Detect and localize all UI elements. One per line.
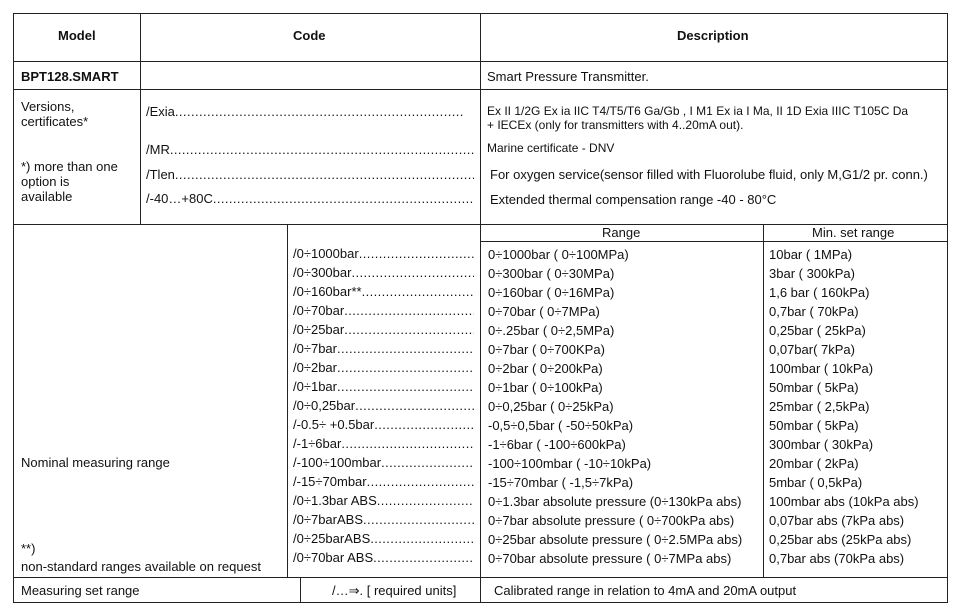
nominal-code: /0÷300bar ..... — [293, 265, 474, 281]
nominal-code: /0÷1.3bar ABS ..... — [293, 493, 474, 509]
nominal-min: 5mbar ( 0,5kPa) — [769, 475, 863, 490]
header-description: Description — [677, 28, 749, 43]
versions-label-line2: certificates* — [21, 114, 89, 129]
model-name: BPT128.SMART — [21, 69, 119, 84]
version-code-thermal: /-40…+80C ..... — [146, 191, 474, 207]
nominal-min: 20mbar ( 2kPa) — [769, 456, 859, 471]
nominal-range: 0÷1000bar ( 0÷100MPa) — [488, 247, 629, 262]
nominal-range: -15÷70mbar ( -1,5÷7kPa) — [488, 475, 634, 490]
nominal-code: /0÷25bar ..... — [293, 322, 474, 338]
range-min-divider — [763, 224, 764, 578]
nominal-min: 300mbar ( 30kPa) — [769, 437, 874, 452]
nominal-min: 50mbar ( 5kPa) — [769, 380, 859, 395]
nominal-range: 0÷1bar ( 0÷100kPa) — [488, 380, 603, 395]
measuring-set-label: Measuring set range — [21, 583, 140, 598]
header-code: Code — [293, 28, 326, 43]
version-code-exia: /Exia ..... — [146, 104, 464, 120]
nominal-range: 0÷160bar ( 0÷16MPa) — [488, 285, 615, 300]
table-right-border — [947, 13, 948, 603]
nominal-code: /0÷2bar ..... — [293, 360, 474, 376]
nominal-min: 0,7bar ( 70kPa) — [769, 304, 859, 319]
versions-label-line1: Versions, — [21, 99, 75, 114]
version-desc-tlen: For oxygen service(sensor filled with Fluorolube fluid, only M,G1/2 pr. conn.) — [490, 167, 928, 182]
nominal-min: 25mbar ( 2,5kPa) — [769, 399, 870, 414]
nominal-note-line2: non-standard ranges available on request — [21, 559, 261, 574]
version-desc-thermal: Extended thermal compensation range -40 - 80°C — [490, 192, 777, 207]
version-desc-mr: Marine certificate - DNV — [487, 141, 615, 155]
versions-note-line3: available — [21, 189, 73, 204]
nominal-range: -100÷100mbar ( -10÷10kPa) — [488, 456, 652, 471]
version-desc-exia-line1: Ex II 1/2G Ex ia IIC T4/T5/T6 Ga/Gb , I M1 Ex ia I Ma, II 1D Exia IIIC T105C Da — [487, 104, 909, 118]
nominal-code-divider — [287, 224, 288, 578]
versions-note-line1: *) more than one — [21, 159, 118, 174]
nominal-min: 0,7bar abs (70kPa abs) — [769, 551, 905, 566]
nominal-range: -0,5÷0,5bar ( -50÷50kPa) — [488, 418, 634, 433]
version-code-mr: /MR ..... — [146, 142, 474, 158]
nominal-code: /0÷25barABS ..... — [293, 531, 474, 547]
nominal-code: /0÷70bar ABS ..... — [293, 550, 474, 566]
nominal-code: /-1÷6bar ..... — [293, 436, 474, 452]
nominal-code: /-0.5÷ +0.5bar ..... — [293, 417, 474, 433]
nominal-min: 100mbar abs (10kPa abs) — [769, 494, 919, 509]
nominal-range: 0÷70bar ( 0÷7MPa) — [488, 304, 600, 319]
nominal-min: 0,07bar( 7kPa) — [769, 342, 855, 357]
nominal-code: /0÷7bar ..... — [293, 341, 474, 357]
nominal-range: 0÷25bar absolute pressure ( 0÷2.5MPa abs) — [488, 532, 743, 547]
nominal-range: 0÷7bar absolute pressure ( 0÷700kPa abs) — [488, 513, 735, 528]
range-header-bottom-border — [480, 241, 948, 242]
nominal-code: /0÷1bar ..... — [293, 379, 474, 395]
nominal-range: 0÷0,25bar ( 0÷25kPa) — [488, 399, 614, 414]
nominal-range: 0÷.25bar ( 0÷2,5MPa) — [488, 323, 615, 338]
nominal-range: 0÷2bar ( 0÷200kPa) — [488, 361, 603, 376]
version-code-tlen: /Tlen ..... — [146, 167, 474, 183]
measuring-set-code: /…⇒. [ required units] — [332, 583, 457, 598]
table-left-border — [13, 13, 14, 603]
model-description: Smart Pressure Transmitter. — [487, 69, 649, 84]
nominal-min: 0,25bar ( 25kPa) — [769, 323, 866, 338]
version-desc-exia-line2: + IECEx (only for transmitters with 4..20mA out). — [487, 118, 744, 132]
nominal-range: -1÷6bar ( -100÷600kPa) — [488, 437, 626, 452]
measuring-set-divider — [300, 577, 301, 603]
nominal-code: /-100÷100mbar ..... — [293, 455, 474, 471]
code-desc-divider — [480, 13, 481, 603]
nominal-code: /-15÷70mbar ..... — [293, 474, 474, 490]
nominal-code: /0÷160bar** ..... — [293, 284, 474, 300]
header-model: Model — [58, 28, 96, 43]
nominal-min: 100mbar ( 10kPa) — [769, 361, 874, 376]
range-header: Range — [602, 225, 641, 240]
nominal-min: 3bar ( 300kPa) — [769, 266, 855, 281]
measuring-set-description: Calibrated range in relation to 4mA and 20mA output — [494, 583, 797, 598]
nominal-code: /0÷70bar ..... — [293, 303, 474, 319]
nominal-min: 50mbar ( 5kPa) — [769, 418, 859, 433]
nominal-range: 0÷7bar ( 0÷700KPa) — [488, 342, 605, 357]
nominal-min: 10bar ( 1MPa) — [769, 247, 853, 262]
nominal-min: 0,25bar abs (25kPa abs) — [769, 532, 912, 547]
nominal-code: /0÷0,25bar ..... — [293, 398, 474, 414]
min-set-range-header: Min. set range — [812, 225, 895, 240]
nominal-code: /0÷7barABS ..... — [293, 512, 474, 528]
nominal-range: 0÷300bar ( 0÷30MPa) — [488, 266, 615, 281]
nominal-range: 0÷1.3bar absolute pressure (0÷130kPa abs) — [488, 494, 742, 509]
nominal-note-line1: **) — [21, 541, 36, 556]
nominal-code: /0÷1000bar ..... — [293, 246, 474, 262]
nominal-label: Nominal measuring range — [21, 455, 170, 470]
versions-note-line2: option is — [21, 174, 70, 189]
nominal-min: 1,6 bar ( 160kPa) — [769, 285, 870, 300]
nominal-range: 0÷70bar absolute pressure ( 0÷7MPa abs) — [488, 551, 732, 566]
nominal-min: 0,07bar abs (7kPa abs) — [769, 513, 905, 528]
model-code-divider — [140, 13, 141, 225]
